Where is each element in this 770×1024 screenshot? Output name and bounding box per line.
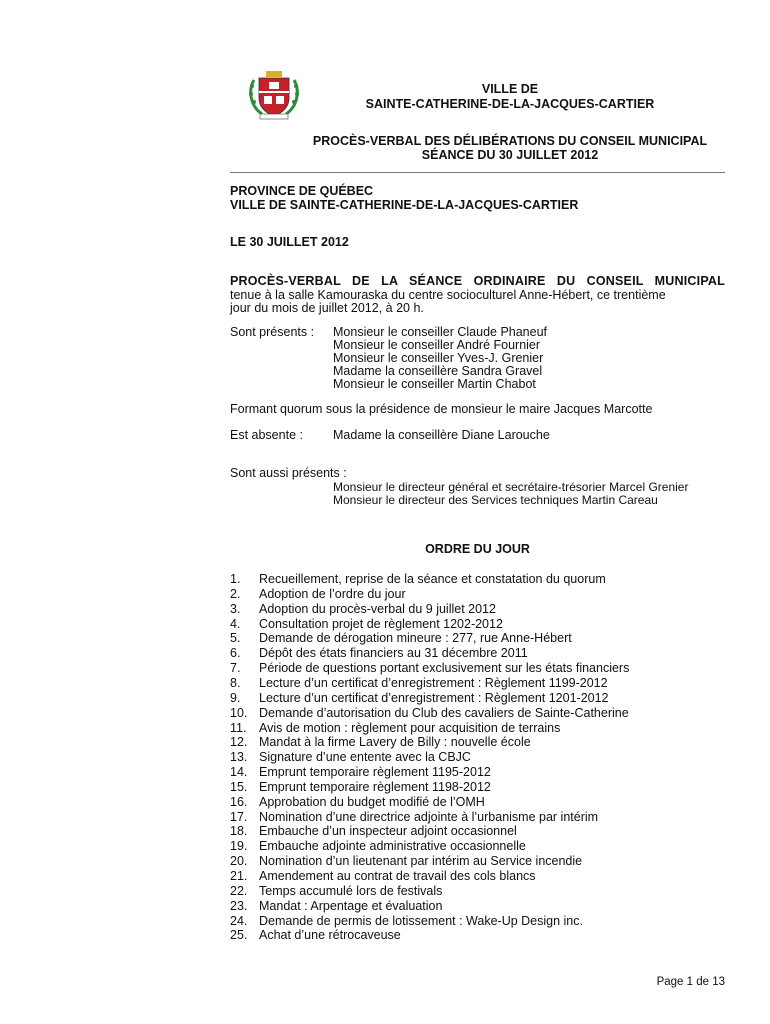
- agenda-item: [230, 928, 401, 942]
- agenda-item: [230, 914, 583, 928]
- agenda-item-number: 10.: [230, 705, 248, 720]
- agenda-item-text: Lecture d’un certificat d’enregistrement : Règlement 1199-2012: [259, 675, 608, 690]
- present-member: Monsieur le conseiller Claude Phaneuf: [333, 325, 548, 339]
- session-description-line-1: tenue à la salle Kamouraska du centre socioculturel Anne-Hébert, ce trentième: [230, 288, 666, 302]
- agenda-item: [230, 602, 496, 616]
- agenda-item: [230, 721, 560, 735]
- agenda-item-text: Embauche d’un inspecteur adjoint occasionnel: [259, 824, 517, 839]
- agenda-item-number: 25.: [230, 928, 248, 943]
- agenda-item-text: Demande de dérogation mineure : 277, rue Anne-Hébert: [259, 631, 572, 646]
- agenda-item: [230, 884, 442, 898]
- present-member: Monsieur le conseiller Yves-J. Grenier: [333, 351, 544, 365]
- present-member: Madame la conseillère Sandra Gravel: [333, 364, 543, 378]
- quorum-statement: Formant quorum sous la présidence de monsieur le maire Jacques Marcotte: [230, 402, 653, 416]
- agenda-item: [230, 631, 572, 645]
- absent-label: Est absente :: [230, 428, 303, 442]
- agenda-item-number: 7.: [230, 661, 241, 676]
- agenda-item: [230, 780, 491, 794]
- agenda-item-number: 22.: [230, 883, 248, 898]
- agenda-item-text: Amendement au contrat de travail des cols blancs: [259, 869, 536, 883]
- agenda-item-number: 4.: [230, 616, 241, 631]
- municipality-line: VILLE DE SAINTE-CATHERINE-DE-LA-JACQUES-CARTIER: [230, 198, 579, 212]
- agenda-item-text: Nomination d’un lieutenant par intérim au Service incendie: [259, 854, 583, 869]
- present-label: Sont présents :: [230, 325, 315, 339]
- document-title-line-1: PROCÈS-VERBAL DES DÉLIBÉRATIONS DU CONSEIL MUNICIPAL: [312, 134, 708, 148]
- agenda-item-text: Achat d’une rétrocaveuse: [259, 928, 401, 943]
- city-name-line-1: VILLE DE: [481, 82, 539, 96]
- agenda-item: [230, 661, 629, 675]
- session-description-line-2: jour du mois de juillet 2012, à 20 h.: [230, 301, 424, 315]
- agenda-item-number: 14.: [230, 765, 248, 780]
- agenda-item-number: 20.: [230, 854, 248, 869]
- agenda-item-text: Consultation projet de règlement 1202-2012: [259, 616, 503, 631]
- agenda-item-text: Avis de motion : règlement pour acquisition de terrains: [259, 720, 561, 735]
- agenda-item: [230, 706, 629, 720]
- agenda-item-number: 16.: [230, 794, 248, 809]
- agenda-item: [230, 617, 503, 631]
- also-present-member: Monsieur le directeur général et secrétaire-trésorier Marcel Grenier: [333, 480, 689, 494]
- agenda-item: [230, 750, 471, 764]
- agenda-item-number: 24.: [230, 913, 248, 928]
- agenda-item-text: Signature d’une entente avec la CBJC: [259, 750, 471, 765]
- agenda-item-number: 18.: [230, 824, 248, 839]
- agenda-item: [230, 676, 608, 690]
- document-title-line-2: SÉANCE DU 30 JUILLET 2012: [421, 148, 599, 162]
- agenda-item: [230, 572, 606, 586]
- session-heading: PROCÈS-VERBAL DE LA SÉANCE ORDINAIRE DU CONSEIL MUNICIPAL: [230, 274, 725, 288]
- present-member: Monsieur le conseiller André Fournier: [333, 338, 541, 352]
- agenda-item-number: 1.: [230, 572, 241, 586]
- agenda-item-text: Lecture d’un certificat d’enregistrement : Règlement 1201-2012: [259, 690, 609, 705]
- agenda-item-text: Dépôt des états financiers au 31 décembre 2011: [259, 646, 528, 661]
- agenda-item-text: Mandat : Arpentage et évaluation: [259, 898, 443, 913]
- agenda-item-text: Temps accumulé lors de festivals: [259, 883, 443, 898]
- agenda-item-number: 15.: [230, 779, 248, 794]
- agenda-item: [230, 646, 528, 660]
- date-heading: LE 30 JUILLET 2012: [230, 235, 349, 249]
- agenda-item: [230, 824, 517, 838]
- agenda-item-number: 5.: [230, 631, 241, 646]
- agenda-item: [230, 735, 531, 749]
- also-present-member: Monsieur le directeur des Services techniques Martin Careau: [333, 493, 658, 507]
- agenda-item-number: 6.: [230, 646, 241, 661]
- also-present-label: Sont aussi présents :: [230, 466, 347, 480]
- agenda-item-text: Adoption de l’ordre du jour: [259, 586, 406, 601]
- page-number: Page 1 de 13: [656, 976, 725, 988]
- agenda-item: [230, 854, 582, 868]
- agenda-item-text: Embauche adjointe administrative occasionnelle: [259, 839, 526, 854]
- agenda-item-text: Recueillement, reprise de la séance et constatation du quorum: [259, 572, 606, 586]
- agenda-item-text: Emprunt temporaire règlement 1195-2012: [259, 765, 491, 780]
- city-name-line-2: SAINTE-CATHERINE-DE-LA-JACQUES-CARTIER: [365, 97, 655, 111]
- agenda-item-number: 21.: [230, 869, 248, 883]
- present-member: Monsieur le conseiller Martin Chabot: [333, 377, 536, 391]
- agenda-item-number: 13.: [230, 750, 248, 765]
- agenda-item-number: 19.: [230, 839, 248, 854]
- agenda-item-number: 2.: [230, 586, 241, 601]
- agenda-item-text: Approbation du budget modifié de l’OMH: [259, 794, 485, 809]
- agenda-item-number: 11.: [230, 720, 247, 735]
- agenda-item-text: Emprunt temporaire règlement 1198-2012: [259, 779, 491, 794]
- agenda-item: [230, 795, 485, 809]
- agenda-item-text: Mandat à la firme Lavery de Billy : nouvelle école: [259, 735, 531, 750]
- agenda-item-number: 9.: [230, 690, 241, 705]
- agenda-item-number: 3.: [230, 601, 241, 616]
- agenda-item-text: Demande d’autorisation du Club des cavaliers de Sainte-Catherine: [259, 705, 629, 720]
- agenda-item: [230, 839, 526, 853]
- header-divider: [230, 172, 725, 173]
- agenda-item-text: Nomination d’une directrice adjointe à l’urbanisme par intérim: [259, 809, 599, 824]
- agenda-item-text: Demande de permis de lotissement : Wake-Up Design inc.: [259, 913, 583, 928]
- agenda-item: [230, 810, 598, 824]
- agenda-item: [230, 899, 442, 913]
- absent-member: Madame la conseillère Diane Larouche: [333, 428, 550, 442]
- agenda-title: ORDRE DU JOUR: [425, 542, 530, 556]
- agenda-item-number: 17.: [230, 809, 248, 824]
- agenda-item: [230, 869, 536, 883]
- agenda-item-text: Période de questions portant exclusivement sur les états financiers: [259, 661, 630, 676]
- agenda-item: [230, 691, 609, 705]
- agenda-item-number: 8.: [230, 675, 241, 690]
- agenda-item: [230, 587, 406, 601]
- agenda-item-text: Adoption du procès-verbal du 9 juillet 2012: [259, 601, 496, 616]
- agenda-item-number: 23.: [230, 898, 248, 913]
- agenda-item: [230, 765, 491, 779]
- province-line: PROVINCE DE QUÉBEC: [230, 184, 374, 198]
- agenda-item-number: 12.: [230, 735, 248, 750]
